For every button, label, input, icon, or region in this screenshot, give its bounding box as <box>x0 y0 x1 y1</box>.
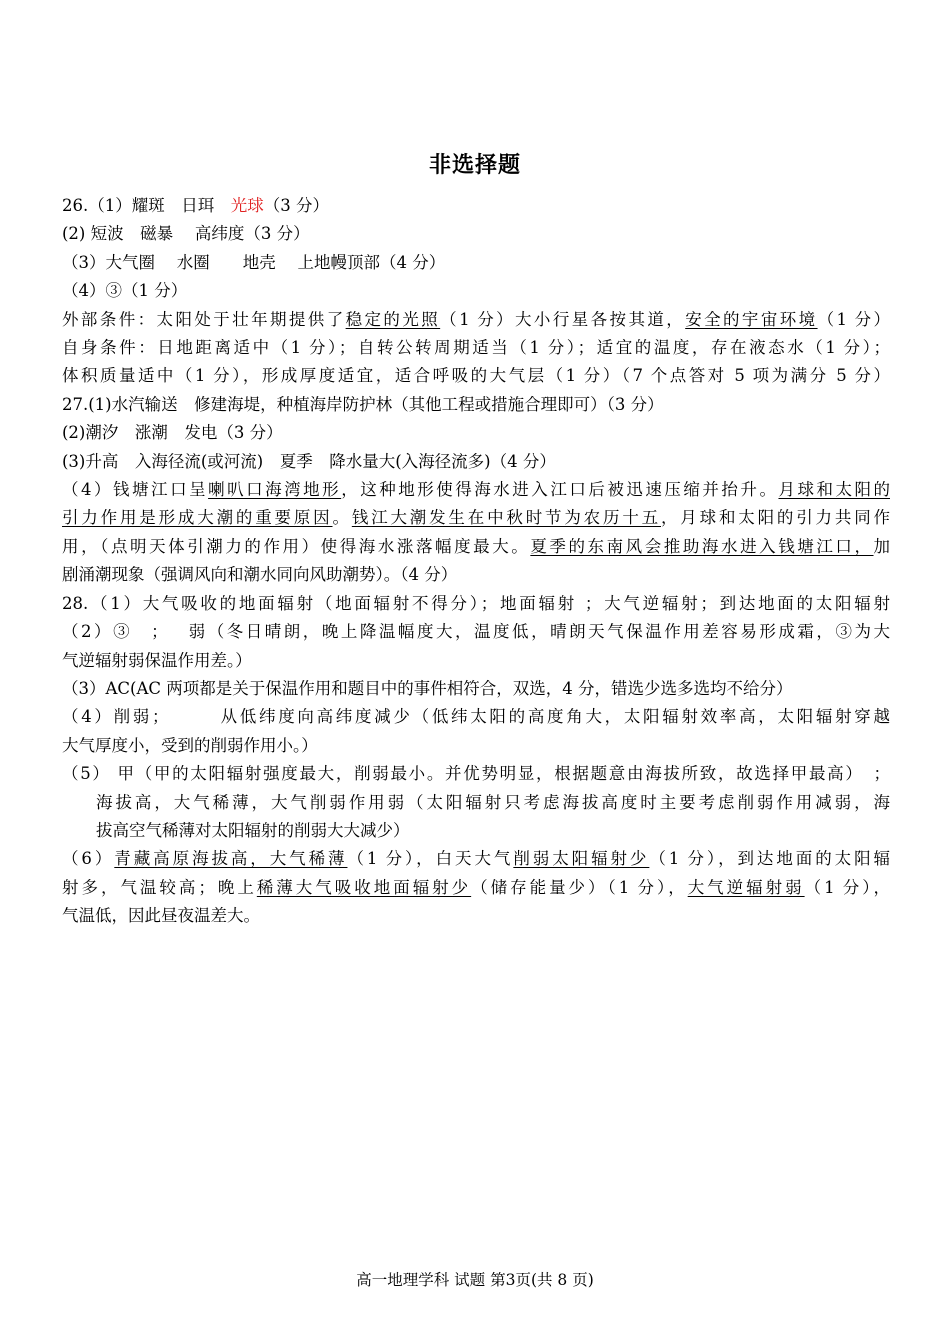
q27-line-1: 27.(1)水汽输送 修建海堤，种植海岸防护林（其他工程或措施合理即可）（3 分） <box>62 394 664 414</box>
q26-line-7: 体积质量适中（1 分），形成厚度适宜，适合呼吸的大气层（1 分）（7 个点答对 5 项为满分 5 分） <box>62 366 890 386</box>
q27-line-6 <box>62 533 890 561</box>
q28-line-5: （4）削弱； 从低纬度向高纬度减少（低纬太阳的高度角大，太阳辐射效率高，太阳辐射穿越 <box>62 707 890 727</box>
q27-line-4 <box>62 476 890 504</box>
q26-line-3: （3）大气圈 水圈 地壳 上地幔顶部（4 分） <box>62 252 446 272</box>
q28-line-12: 气温低，因此昼夜温差大。 <box>62 906 260 926</box>
q28-line-10 <box>62 845 890 873</box>
q28-text: 射多，气温较高；晚上 <box>62 877 257 897</box>
q28-line-4: （3）AC(AC 两项都是关于保温作用和题目中的事件相符合，双选，4 分，错选少选多选均不给分） <box>62 678 793 698</box>
q28-text: （6） <box>62 849 115 869</box>
q28-text: （1 分），白天大气 <box>347 849 514 869</box>
q27-line-5 <box>62 504 890 532</box>
q28-line-7: （5） 甲（甲的太阳辐射强度最大，削弱最小。并优势明显，根据题意由海拔所致，故选择甲最高） ； <box>62 764 890 784</box>
q28-line-6: 大气厚度小，受到的削弱作用小。） <box>62 735 318 755</box>
answer-content <box>62 192 890 931</box>
q26-score: （3 分） <box>263 196 329 215</box>
q26-text: 外部条件：太阳处于壮年期提供了 <box>62 309 346 329</box>
underlined-keypoint: 青藏高原海拔高，大气稀薄 <box>114 849 348 869</box>
underlined-keypoint: 引力作用是形成大潮的重要原因 <box>62 508 333 528</box>
q26-line-1 <box>62 192 890 220</box>
underlined-keypoint: 安全的宇宙环境 <box>685 309 818 329</box>
q26-line-2: (2) 短波 磁暴 高纬度（3 分） <box>62 224 310 244</box>
q26-line-5 <box>62 306 890 334</box>
q28-line-9: 拔高空气稀薄对太阳辐射的削弱大大减少） <box>96 820 410 840</box>
underlined-keypoint: 大气逆辐射弱 <box>687 877 805 897</box>
q27-line-3: (3)升高 入海径流(或河流) 夏季 降水量大(入海径流多)（4 分） <box>62 451 556 471</box>
q27-text: ，这种地形使得海水进入江口后被迅速压缩并抬升。 <box>341 480 779 500</box>
q27-text: （4）钱塘江口呈 <box>62 480 209 500</box>
underlined-keypoint: 削弱太阳辐射少 <box>513 849 650 869</box>
underlined-keypoint: 稀薄大气吸收地面辐射少 <box>256 877 472 897</box>
q27-line-7: 剧涌潮现象（强调风向和潮水同向风助潮势）。（4 分） <box>62 565 458 585</box>
underlined-keypoint: 喇叭口海湾地形 <box>208 480 342 500</box>
q27-text: 加 <box>873 536 890 556</box>
q26-line-6: 自身条件：日地距离适中（1 分）；自转公转周期适当（1 分）；适宜的温度，存在液态水（1 分）； <box>62 338 890 358</box>
underlined-keypoint: 钱江大潮发生在中秋时节为农历十五 <box>351 508 661 528</box>
q28-text: （1 分）， <box>804 877 890 897</box>
q28-line-8: 海拔高，大气稀薄，大气削弱作用弱（太阳辐射只考虑海拔高度时主要考虑削弱作用减弱，海 <box>96 792 890 812</box>
highlighted-answer: 光球 <box>230 196 264 215</box>
page-title: 非选择题 <box>428 153 521 178</box>
underlined-keypoint: 月球和太阳的 <box>778 480 890 500</box>
underlined-keypoint: 稳定的光照 <box>345 309 441 329</box>
q26-text: （1 分）大小行星各按其道， <box>440 309 686 329</box>
q28-line-1: 28.（1）大气吸收的地面辐射（地面辐射不得分）；地面辐射 ；大气逆辐射；到达地面的太阳辐射 <box>62 593 890 613</box>
q28-line-2: （2）③ ； 弱（冬日晴朗，晚上降温幅度大，温度低，晴朗天气保温作用差容易形成霜，③为大 <box>62 622 890 642</box>
q28-line-11 <box>62 874 890 902</box>
q28-text: （储存能量少）（1 分）， <box>471 877 688 897</box>
q27-line-2: (2)潮汐 涨潮 发电（3 分） <box>62 423 283 443</box>
q26-score: （1 分） <box>817 309 890 329</box>
q27-text: 用，（点明天体引潮力的作用）使得海水涨落幅度最大。 <box>62 536 531 556</box>
q28-text: （1 分），到达地面的太阳辐 <box>649 849 890 869</box>
q26-line-4: （4）③（1 分） <box>62 281 188 301</box>
q27-text: ，月球和太阳的引力共同作 <box>660 508 890 528</box>
q28-line-3: 气逆辐射弱保温作用差。） <box>62 650 252 670</box>
q27-text: 。 <box>332 508 352 528</box>
underlined-keypoint: 夏季的东南风会推助海水进入钱塘江口， <box>530 536 874 556</box>
q26-text: 26.（1）耀斑 日珥 <box>62 196 231 215</box>
page-footer: 高一地理学科 试题 第3页(共 8 页) <box>356 1271 594 1289</box>
